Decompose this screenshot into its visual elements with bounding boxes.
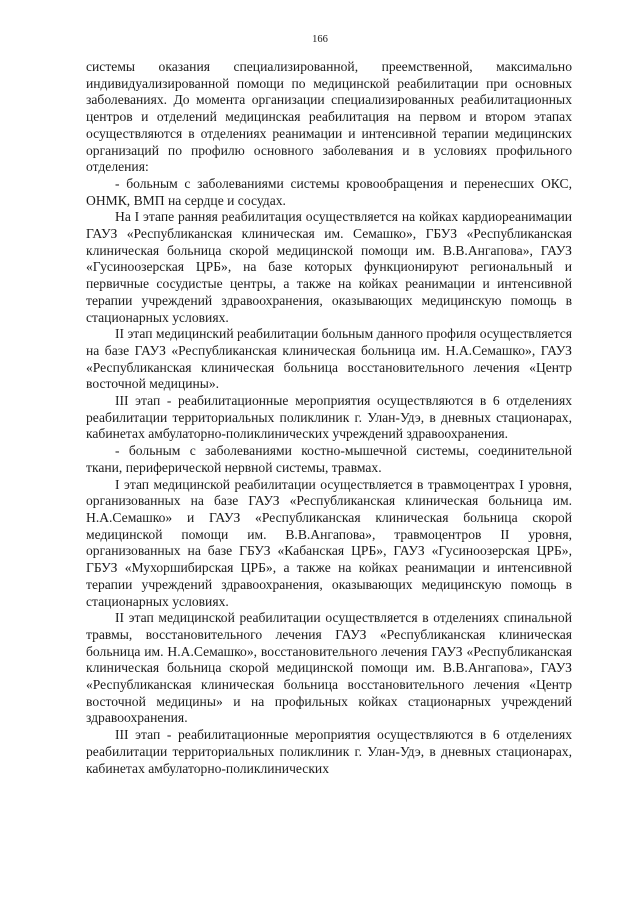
page-number: 166 — [312, 34, 328, 45]
paragraph-stage3-trauma: III этап - реабилитационные мероприятия осуществляются в 6 отделениях реабилитации территориальных поликлиник г. Улан-Удэ, в дневных стационарах, кабинетах амбулаторно-поликлинических — [86, 727, 572, 776]
paragraph-musculoskeletal-patients: - больным с заболеваниями костно-мышечной системы, соединительной ткани, периферической нервной системы, травмах. — [86, 443, 572, 475]
paragraph-stage1-trauma: I этап медицинской реабилитации осуществляется в травмоцентрах I уровня, организованных на базе ГАУЗ «Республиканская клиническая больница им. Н.А.Семашко» и ГАУЗ «Республиканская клиническая больница скорой медицинской помощи им. В.В.Ангапова», травмоцентров II уровня, организованных на базе ГБУЗ «Кабанская ЦРБ», ГАУЗ «Гусиноозерская ЦРБ», ГБУЗ «Мухоршибирская ЦРБ», а также на койках реанимации и интенсивной терапии учреждений здравоохранения, оказывающих медицинскую помощь в стационарных условиях. — [86, 476, 572, 609]
paragraph-stage3-cardio: III этап - реабилитационные мероприятия осуществляются в 6 отделениях реабилитации территориальных поликлиник г. Улан-Удэ, в дневных стационарах, кабинетах амбулаторно-поликлинических учреждений здравоохранения. — [86, 393, 572, 442]
paragraph-stage1-cardio: На I этапе ранняя реабилитация осуществляется на койках кардиореанимации ГАУЗ «Республиканская клиническая им. Семашко», ГБУЗ «Республиканская клиническая больница скорой медицинской помощи им. В.В.Ангапова», ГАУЗ «Гусиноозерская ЦРБ», на базе которых функционируют региональный и первичные сосудистые центры, а также на койках реанимации и интенсивной терапии учреждений здравоохранения, оказывающих медицинскую помощь в стационарных условиях. — [86, 209, 572, 325]
paragraph-stage2-trauma: II этап медицинской реабилитации осуществляется в отделениях спинальной травмы, восстановительного лечения ГАУЗ «Республиканская клиническая больница им. Н.А.Семашко», восстановительного лечения ГАУЗ «Республиканская клиническая больница скорой медицинской помощи им. В.В.Ангапова», ГАУЗ «Республиканская клиническая больница восстановительного лечения «Центр восточной медицины» и на профильных койках стационарных учреждений здравоохранения. — [86, 610, 572, 726]
paragraph-circulatory-patients: - больным с заболеваниями системы кровообращения и перенесших ОКС, ОНМК, ВМП на сердце и сосудах. — [86, 175, 572, 208]
paragraph-stage2-cardio: II этап медицинский реабилитации больным данного профиля осуществляется на базе ГАУЗ «Республиканская клиническая больница им. Н.А.Семашко», ГАУЗ «Республиканская клиническая больница восстановительного лечения «Центр восточной медицины». — [86, 326, 572, 392]
document-body — [86, 59, 572, 777]
paragraph-system-intro: системы оказания специализированной, преемственной, максимально индивидуализированной помощи по медицинской реабилитации при основных заболеваниях. До момента организации специализированных реабилитационных центров и отделений медицинская реабилитация на первом и втором этапах осуществляются в отделениях реанимации и интенсивной терапии медицинских организаций по профилю основного заболевания и в условиях профильного отделения: — [86, 59, 572, 175]
